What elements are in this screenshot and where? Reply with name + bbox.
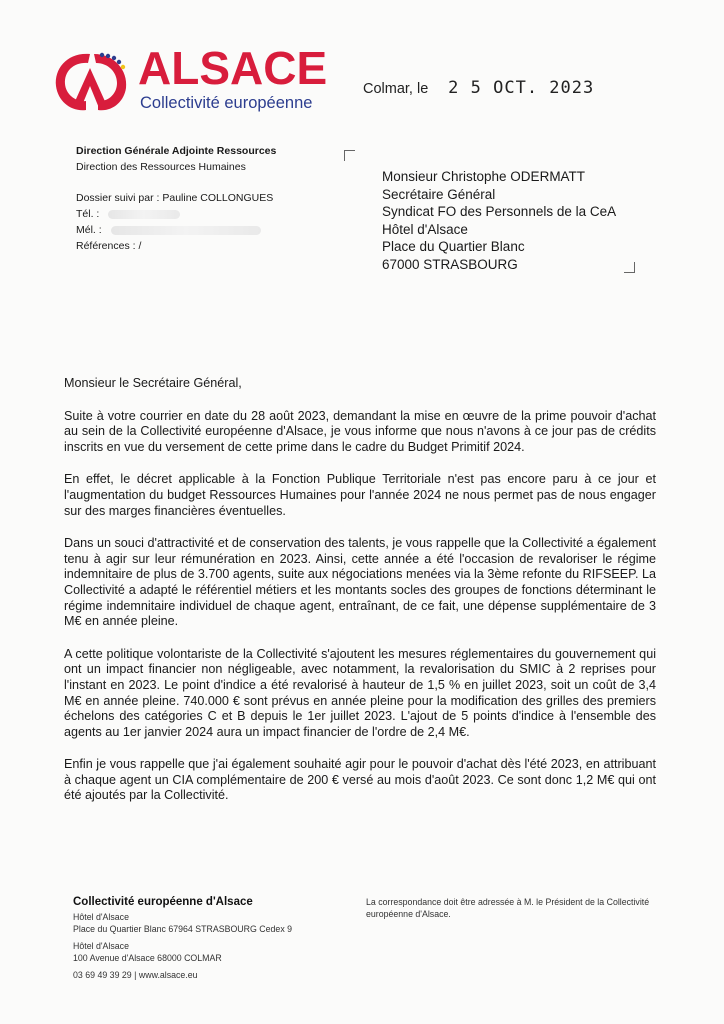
footer-note: La correspondance doit être adressée à M. le Président de la Collectivité européenne d'Alsace. xyxy=(366,897,650,919)
window-corner-bottom xyxy=(624,262,635,273)
sender-block xyxy=(76,143,276,175)
paragraph: Dans un souci d'attractivité et de conservation des talents, je vous rappelle que la Collectivité a également tenu à agir sur leur rémunération en 2023. Ainsi, cette année a été l'occasion de revaloriser le régime indemnitaire de plus de 3.700 agents, suite aux négociations menées via la 3ème refonte du RIFSEEP. La Collectivité a adapté le référentiel métiers et les montants socles des groupes de fonctions déterminant le régime indemnitaire individuel de chaque agent, entraînant, de ce fait, une dépense supplémentaire de 3 M€ en année pleine. xyxy=(64,536,656,629)
paragraph: Suite à votre courrier en date du 28 août 2023, demandant la mise en œuvre de la prime pouvoir d'achat au sein de la Collectivité européenne d'Alsace, je vous informe que nous n'avons à ce jour pas de crédits inscrits en vue du versement de cette prime dans le cadre du Budget Primitif 2024. xyxy=(64,408,656,454)
recipient-line: Monsieur Christophe ODERMATT xyxy=(382,169,586,184)
footer-org: Collectivité européenne d'Alsace xyxy=(73,896,253,908)
footer-address xyxy=(73,895,292,982)
references: Références : / xyxy=(76,240,142,252)
alsace-logo xyxy=(50,40,330,120)
salutation: Monsieur le Secrétaire Général, xyxy=(64,376,242,390)
date-line xyxy=(363,78,594,98)
paragraph: En effet, le décret applicable à la Fonction Publique Territoriale n'est pas encore paru à ce jour et l'augmentation du budget Ressources Humaines pour l'année 2024 ne nous permet pas de nous engager sur des marges financières éventuelles. xyxy=(64,472,656,518)
paragraph: Enfin je vous rappelle que j'ai également souhaité agir pour le pouvoir d'achat dès l'été 2023, en attribuant à chaque agent un CIA complémentaire de 200 € versé au mois d'août 2023. Ce sont donc 1,2 M€ qui ont été ajoutés par la Collectivité. xyxy=(64,757,656,803)
footer-line: 100 Avenue d'Alsace 68000 COLMAR xyxy=(73,952,222,963)
tel-line xyxy=(76,206,273,222)
footer-line: Hôtel d'Alsace xyxy=(73,912,129,922)
recipient-line: 67000 STRASBOURG xyxy=(382,256,518,272)
recipient-line: Place du Quartier Blanc xyxy=(382,239,525,254)
date-stamp: 2 5 OCT. 2023 xyxy=(448,78,595,98)
followed-by: Dossier suivi par : Pauline COLLONGUES xyxy=(76,192,274,204)
recipient-line: Syndicat FO des Personnels de la CeA xyxy=(382,204,617,219)
footer-line: Hôtel d'Alsace xyxy=(73,941,129,951)
mail-redacted xyxy=(111,226,261,235)
recipient-line: Secrétaire Général xyxy=(382,186,496,202)
alsace-emblem-icon xyxy=(50,46,134,118)
sender-department: Direction Générale Adjointe Ressources xyxy=(76,145,277,157)
date-place: Colmar, le xyxy=(363,81,429,97)
window-corner-top xyxy=(344,150,355,161)
tel-label: Tél. : xyxy=(76,208,100,220)
letter-body xyxy=(64,376,656,821)
sender-service: Direction des Ressources Humaines xyxy=(76,161,246,173)
recipient-line: Hôtel d'Alsace xyxy=(382,221,468,237)
footer-contact: 03 69 49 39 29 | www.alsace.eu xyxy=(73,970,198,980)
mail-line xyxy=(76,222,273,238)
logo-wordmark: ALSACE xyxy=(138,42,328,94)
tel-redacted xyxy=(108,210,180,219)
contact-block xyxy=(76,190,273,254)
footer-line: Place du Quartier Blanc 67964 STRASBOURG Cedex 9 xyxy=(73,923,293,934)
logo-subtitle: Collectivité européenne xyxy=(140,94,313,112)
recipient-block xyxy=(382,168,616,273)
paragraph: A cette politique volontariste de la Collectivité s'ajoutent les mesures réglementaires du gouvernement qui ont un impact financier non négligeable, avec notamment, la revalorisation du SMIC à 2 reprises pour l'instant en 2023. Le point d'indice a été revalorisé à hauteur de 1,5 % en juillet 2023, soit un coût de 3,4 M€ en année pleine. 740.000 € sont prévus en année pleine pour la modification des grilles des premiers échelons des catégories C et B depuis le 1er juillet 2023. L'ajout de 5 points d'indice à l'ensemble des agents au 1er janvier 2024 aura un impact financier de l'ordre de 2,4 M€. xyxy=(64,646,656,739)
mail-label: Mél. : xyxy=(76,224,102,236)
